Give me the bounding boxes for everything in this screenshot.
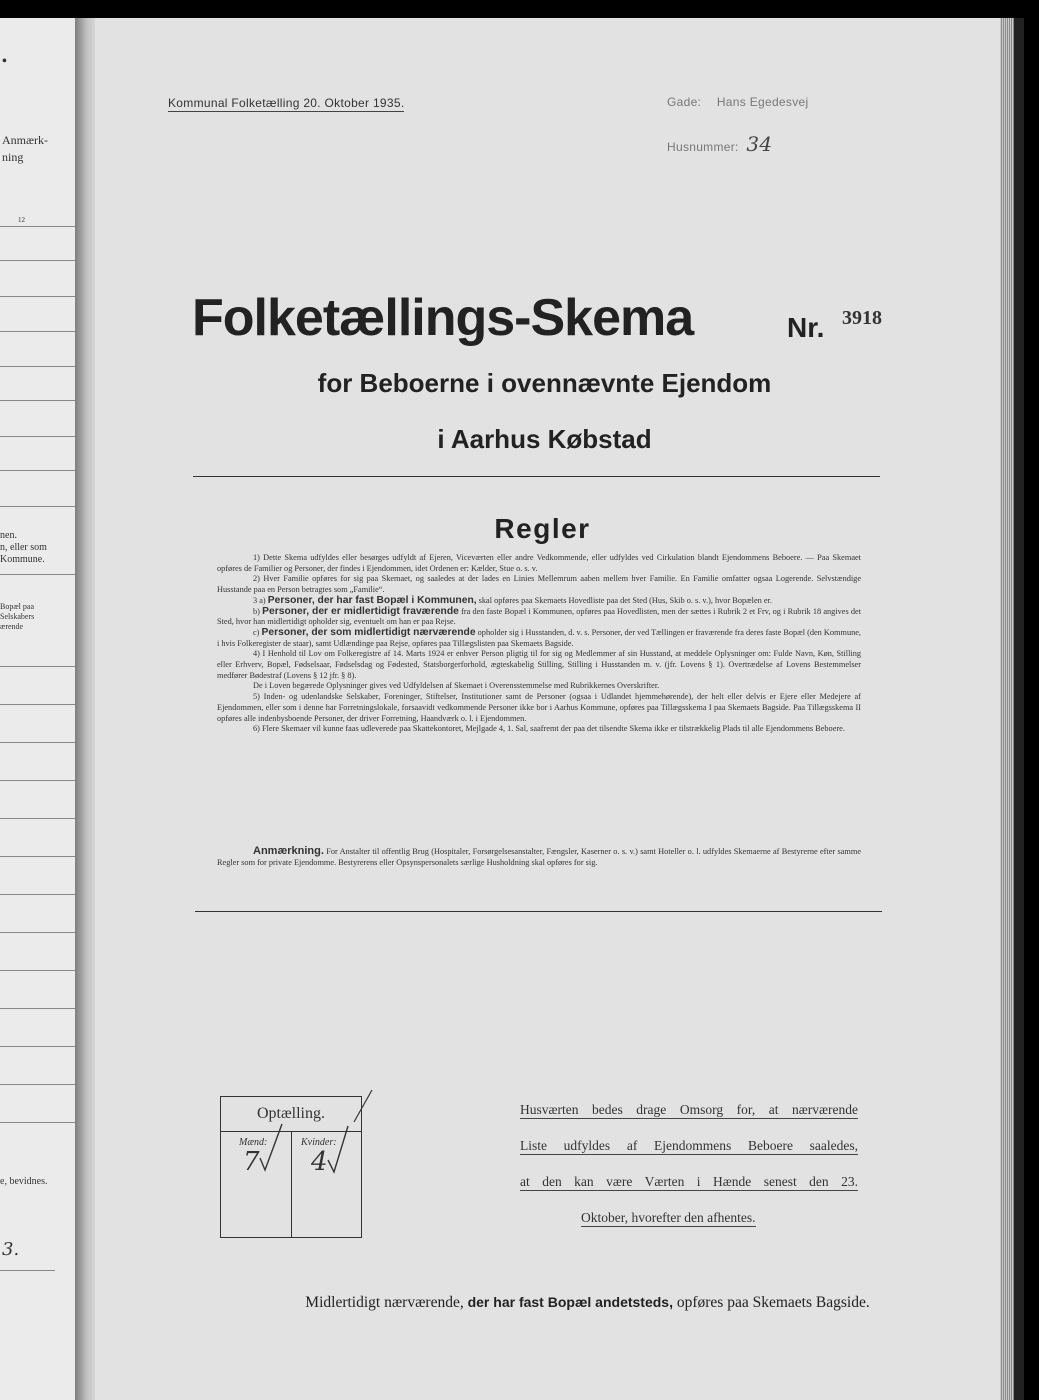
left-page-column-number: 12 xyxy=(18,216,25,224)
form-title: Folketællings-Skema xyxy=(192,289,694,347)
census-form-page xyxy=(95,18,1000,1400)
count-box-title: Optælling. xyxy=(221,1097,361,1132)
landlord-instruction-line-1: Husværten bedes drage Omsorg for, at nærværende xyxy=(520,1102,858,1117)
rule-3c: c) Personer, der som midlertidigt nærværende opholder sig i Husstanden, d. v. s. Personer, der ved Tællingen er fraværende fra deres faste Bopæl (den Kommune, i hvis Folkeregister de staar), samt Udlændinge paa Rejse, opføres paa Tillægslisten paa Skemaets Bagside. xyxy=(217,626,861,648)
street-field xyxy=(667,95,808,109)
women-label: Kvinder: xyxy=(301,1137,337,1148)
form-subtitle-2: i Aarhus Købstad xyxy=(437,424,652,454)
remark xyxy=(217,846,861,868)
left-page-handwritten-number: 3. xyxy=(2,1239,20,1260)
form-subtitle-1: for Beboerne i ovennævnte Ejendom xyxy=(317,368,772,398)
rule-6: 6) Flere Skemaer vil kunne faas udleverede paa Skattekontoret, Mejlgade 4, 1. Sal, saafremt der paa det tilsendte Skema ikke er tilstrækkelig Plads til alle Ejendommens Beboere. xyxy=(253,724,845,734)
landlord-instruction-line-3: at den kan være Værten i Hænde senest den 23. xyxy=(520,1174,858,1189)
women-count: 4 xyxy=(311,1147,328,1177)
previous-page-edge xyxy=(0,18,75,1400)
remark-label: Anmærkning. xyxy=(253,845,324,857)
left-page-fragment: e, bevidnes. xyxy=(0,1176,48,1187)
divider xyxy=(195,911,882,912)
rule-4: 4) I Henhold til Lov om Folkeregistre af 14. Marts 1924 er enhver Person pligtig til for sig og Medlemmer af sin Husstand, at meddele Oplysninger om: Fulde Navn, Køn, Stilling eller Erhverv, Bopæl, Fødselsaar, Fødselsdag og Fødested, Statsborgerforhold, ægteskabelig Stilling, Stilling i Husstanden m. v. (jfr. Lovens § 1). Overtrædelse af Lovens Bestemmelser medfører Bødestraf (Lovens § 12 jfr. § 8). xyxy=(217,649,861,680)
rules-heading: Regler xyxy=(494,513,591,544)
book-gutter xyxy=(75,18,95,1400)
street-label: Gade: xyxy=(667,95,702,109)
men-count: 7 xyxy=(243,1147,260,1177)
census-header xyxy=(168,96,404,110)
rule-3b: b) Personer, der er midlertidigt fraværende fra den faste Bopæl i Kommunen, opføres paa Hovedlisten, men der sættes i Rubrik 2 et Frv, og i Rubrik 18 angives det Sted, hvor han midlertidigt opholder sig, eventuelt om han er paa Rejse. xyxy=(217,605,862,627)
rules-text xyxy=(217,553,861,735)
page-stack-edge xyxy=(1000,18,1014,1400)
house-number-value: 34 xyxy=(746,132,773,156)
left-page-fragment: Bopæl paa Selskabers ærende xyxy=(0,602,35,631)
form-number-label: Nr. xyxy=(787,312,825,343)
street-value: Hans Egedesvej xyxy=(716,95,809,109)
form-number-value: 3918 xyxy=(842,307,882,329)
footer-note: Midlertidigt nærværende, der har fast Bopæl andetsteds, opføres paa Skemaets Bagside. xyxy=(305,1294,870,1311)
landlord-instruction-line-2: Liste udfyldes af Ejendommens Beboere saaledes, xyxy=(520,1138,858,1153)
rule-2: 2) Hver Familie opføres for sig paa Skemaet, og saaledes at der lades en Linies Mellemrum aaben mellem hver Familie. En Familie omfatter ogsaa Logerende. Selvstændige Husstande paa en Person betragtes som „Familie“. xyxy=(217,574,861,595)
rule-3a: 3 a) Personer, der har fast Bopæl i Kommunen, skal opføres paa Skemaets Hovedliste paa det Sted (Hus, Skib o. s. v.), hvor Bopælen er. xyxy=(253,594,772,606)
left-page-dot: • xyxy=(2,54,7,69)
rule-5: 5) Inden- og udenlandske Selskaber, Foreninger, Stiftelser, Institutioner samt de Personer (ogsaa i Udlandet hjemmehørende), der helt eller delvis er Ejere eller Medejere af Ejendommen, eller som i denne har Forretningslokale, forsaavidt vedkommende Personer ikke bor i Aarhus Kommune, opføres paa Tillægsskema I paa Skemaets Bagside. Paa Tillægsskema II opføres alle indenbysboende Personer, der driver Forretning, Haandværk o. l. i Ejendommen. xyxy=(217,692,861,723)
house-number-field xyxy=(667,132,772,156)
left-page-column-header: Anmærk- ning xyxy=(2,133,48,164)
house-number-label: Husnummer: xyxy=(667,140,739,154)
checkmarks xyxy=(220,1088,380,1178)
remark-text: For Anstalter til offentlig Brug (Hospitaler, Forsørgelsesanstalter, Fængsler, Kaserner o. s. v.) samt Hoteller o. l. udfyldes Skemaerne af Bestyrerne efter samme Regler som for private Ejendomme. Bestyrerens eller Opsynspersonalets særlige Husholdning skal opføres for sig. xyxy=(217,847,861,867)
men-label: Mænd: xyxy=(239,1137,268,1148)
rule-4b: De i Loven begærede Oplysninger gives ved Udfyldelsen af Skemaet i Overensstemmelse med Rubrikkernes Overskrifter. xyxy=(253,681,660,691)
binding-edge xyxy=(1014,18,1024,1400)
divider xyxy=(193,476,880,477)
left-page-fragment: nen. n, eller som Kommune. xyxy=(0,530,47,565)
landlord-instruction-line-4: Oktober, hvorefter den afhentes. xyxy=(581,1210,756,1225)
rule-1: 1) Dette Skema udfyldes eller besørges udfyldt af Ejeren, Viceværten eller andre Vedkommende, eller udfyldes ved Cirkulation blandt Ejendommens Beboere. — Paa Skemaet opføres de Familier og Personer, der findes i Ejendommen, idet Ordenen er: Kælder, Stue o. s. v. xyxy=(217,553,861,573)
census-title: Kommunal Folketælling 20. Oktober 1935. xyxy=(168,96,405,110)
